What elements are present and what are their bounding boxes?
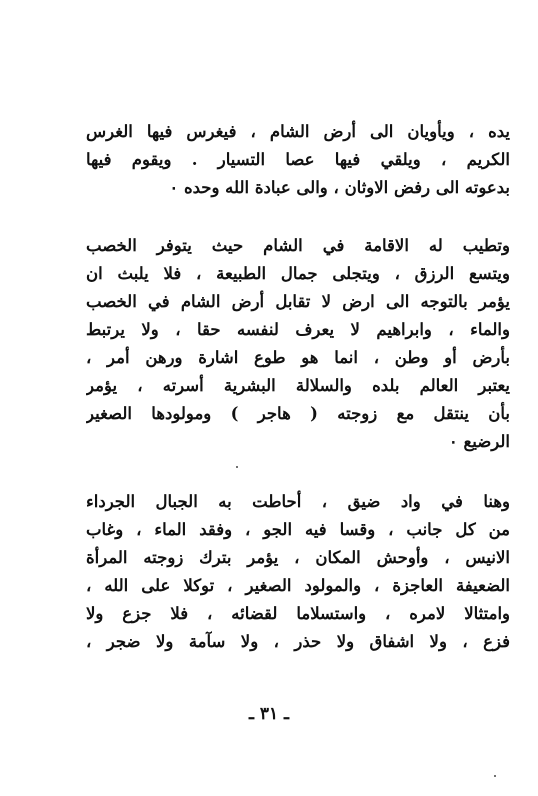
paragraph-3 <box>86 488 510 656</box>
paragraph-line: بأن ينتقل مع زوجته ( هاجر ) ومولودها الصغير <box>86 404 510 423</box>
paragraph-line: الرضيع ٠ <box>448 432 510 451</box>
paragraph-line: الانيس ، وأوحش المكان ، يؤمر بترك زوجته المرأة <box>86 548 510 567</box>
paragraph-line: الضعيفة العاجزة ، والمولود الصغير ، توكلا على الله ، <box>86 576 510 595</box>
paragraph-line: بأرض أو وطن ، انما هو طوع اشارة ورهن أمر ، <box>86 348 510 367</box>
print-speck <box>494 775 496 777</box>
paragraph-2 <box>86 232 510 456</box>
paragraph-line: وتطيب له الاقامة في الشام حيث يتوفر الخصب <box>86 236 510 255</box>
paragraph-1 <box>86 118 510 202</box>
paragraph-line: والماء ، وابراهيم لا يعرف لنفسه حقا ، ولا يرتبط <box>86 320 510 339</box>
page-number: ـ ٣١ ـ <box>248 704 290 724</box>
paragraph-line: بدعوته الى رفض الاوثان ، والى عبادة الله وحده ٠ <box>169 178 510 197</box>
paragraph-line: فزع ، ولا اشفاق ولا حذر ، ولا سآمة ولا ضجر ، <box>86 632 510 651</box>
paragraph-line: وهنا في واد ضيق ، أحاطت به الجبال الجرداء <box>86 492 510 511</box>
paragraph-line: يعتبر العالم بلده والسلالة البشرية أسرته ، يؤمر <box>86 376 510 395</box>
paragraph-line: الكريم ، ويلقي فيها عصا التسيار . ويقوم فيها <box>86 150 510 169</box>
print-speck <box>236 466 238 468</box>
paragraph-line: من كل جانب ، وقسا فيه الجو ، وفقد الماء ، وغاب <box>86 520 510 539</box>
paragraph-line: يده ، ويأويان الى أرض الشام ، فيغرس فيها الغرس <box>86 122 510 141</box>
paragraph-line: وامتثالا لامره ، واستسلاما لقضائه ، فلا جزع ولا <box>86 604 510 623</box>
paragraph-line: ويتسع الرزق ، ويتجلى جمال الطبيعة ، فلا يلبث ان <box>86 264 510 283</box>
paragraph-line: يؤمر بالتوجه الى ارض لا تقابل أرض الشام في الخصب <box>86 292 510 311</box>
